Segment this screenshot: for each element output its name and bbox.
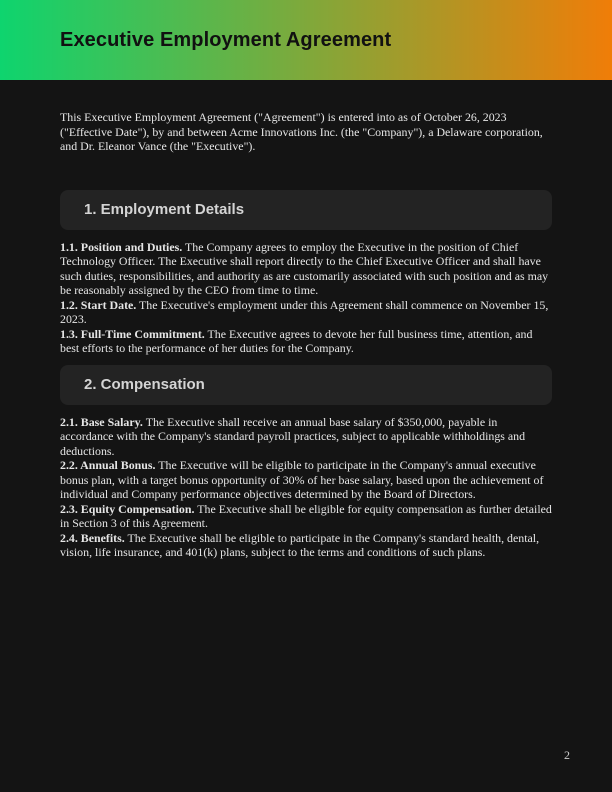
clause-label: 2.2. Annual Bonus. [60, 458, 156, 472]
clause-2-1 [60, 415, 552, 459]
section-heading-employment-details [60, 190, 552, 230]
clause-2-2 [60, 458, 552, 502]
intro-paragraph: This Executive Employment Agreement ("Agreement") is entered into as of October 26, 2023 ("Effective Date"), by and between Acme Innovations Inc. (the "Company"), a Delaware corporation, and Dr. Eleanor Vance (the "Executive"). [60, 110, 543, 153]
clause-label: 1.3. Full-Time Commitment. [60, 326, 205, 341]
clause-2-4 [60, 531, 552, 560]
header-banner [0, 0, 612, 80]
section-heading-label: 1. Employment Details [84, 201, 245, 218]
section-employment-details [60, 190, 552, 356]
clause-1-2 [60, 298, 552, 327]
section-heading-compensation [60, 365, 552, 405]
clause-text: The Executive shall be eligible for equity compensation as further detailed in Section 3 of this Agreement. [60, 501, 552, 530]
section-body-compensation [60, 415, 552, 560]
page-number: 2 [564, 748, 570, 762]
clause-2-3 [60, 502, 552, 531]
section-heading-label: 2. Compensation [84, 376, 205, 393]
section-body-employment-details [60, 240, 552, 356]
clause-label: 2.3. Equity Compensation. [60, 501, 195, 516]
clause-text: The Company agrees to employ the Executive in the position of Chief Technology Officer. The Executive shall report directly to the Chief Executive Officer and shall have such duties, responsibilities, and authority as are customarily associated with such position and as may be reasonably assigned by the CEO from time to time. [60, 239, 549, 297]
clause-text: The Executive shall be eligible to participate in the Company's standard health, dental, vision, life insurance, and 401(k) plans, subject to the terms and conditions of such plans. [60, 530, 540, 559]
clause-label: 1.2. Start Date. [60, 297, 137, 312]
section-compensation [60, 365, 552, 560]
clause-text: The Executive will be eligible to participate in the Company's annual executive bonus plan, with a target bonus opportunity of 30% of her base salary, based upon the achievement of individual and Company performance objectives determined by the Board of Directors. [60, 458, 544, 501]
document-content [60, 110, 552, 560]
clause-label: 2.4. Benefits. [60, 530, 125, 545]
clause-text: The Executive agrees to devote her full business time, attention, and best efforts to the performance of her duties for the Company. [60, 326, 533, 355]
clause-label: 1.1. Position and Duties. [60, 239, 183, 254]
page-title: Executive Employment Agreement [60, 28, 392, 51]
clause-text: The Executive shall receive an annual base salary of $350,000, payable in accordance with the Company's standard payroll practices, subject to applicable withholdings and deductions. [60, 414, 526, 458]
clause-1-3 [60, 327, 552, 356]
clause-text: The Executive's employment under this Agreement shall commence on November 15, 2023. [60, 297, 549, 326]
clause-1-1 [60, 240, 552, 298]
clause-label: 2.1. Base Salary. [60, 414, 143, 429]
